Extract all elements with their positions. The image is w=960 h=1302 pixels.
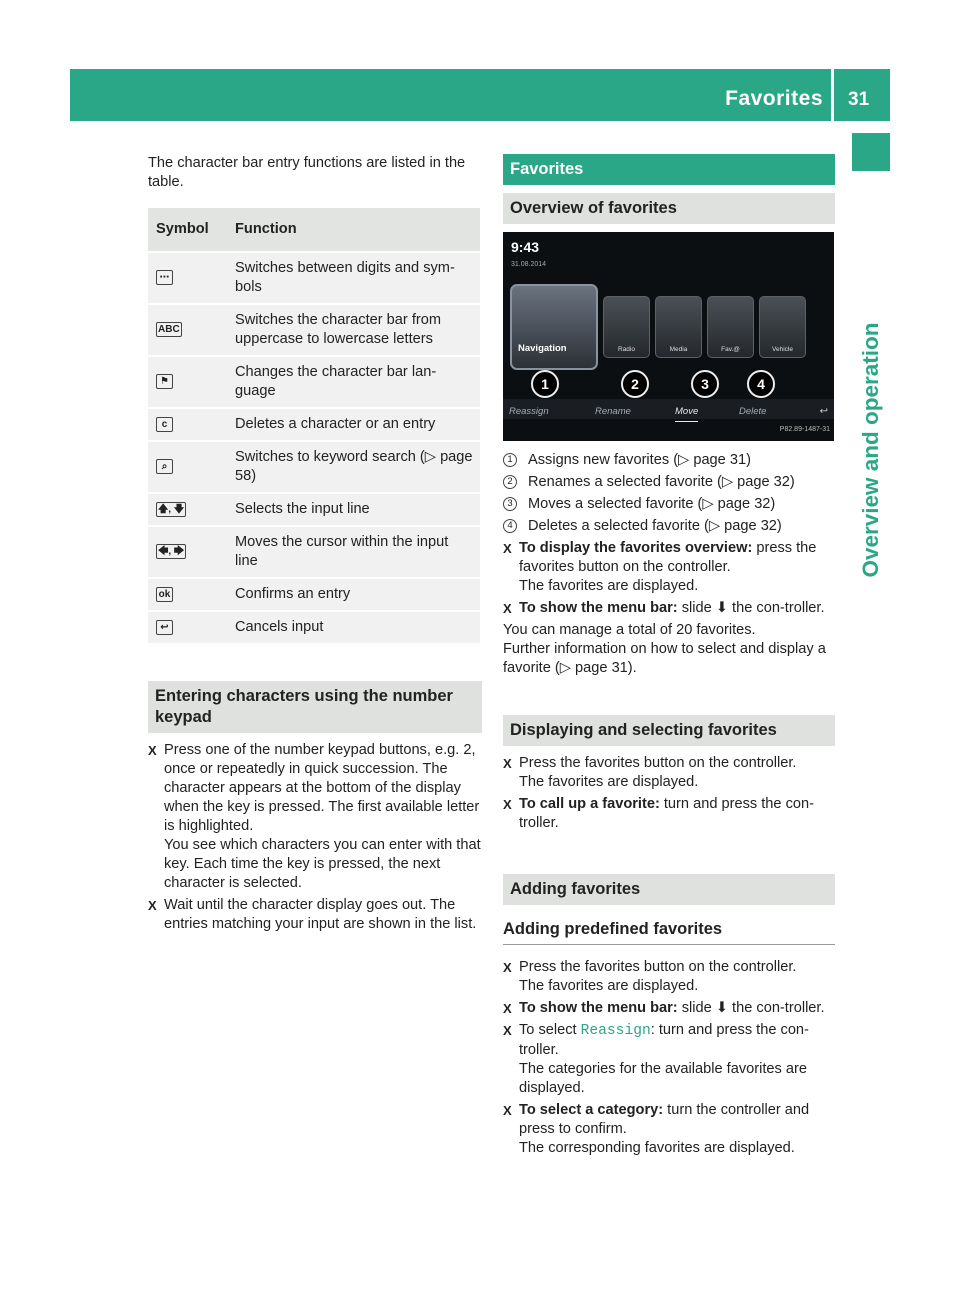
screen-tile-label: Fav.@ [721, 346, 740, 353]
symbol-cell [148, 441, 227, 493]
table-row [148, 578, 480, 611]
adding-steps-list [503, 958, 835, 1158]
side-tab-marker [852, 133, 890, 171]
symbol-cell [148, 493, 227, 526]
table-row [148, 356, 480, 408]
symbol-icon: 🡄, 🡆 [158, 546, 185, 558]
list-item [503, 754, 835, 792]
step-text: : turn and press the con-troller. [519, 1022, 809, 1058]
step-text: slide ⬇ the con-troller. [677, 1000, 825, 1016]
subheading-adding-predefined: Adding predefined favorites [503, 919, 835, 945]
manage-text: You can manage a total of 20 favorites. [503, 622, 756, 638]
step-label: To show the menu bar: [519, 1000, 678, 1016]
symbol-icon: ⋯ [156, 270, 173, 285]
symbol-cell [148, 304, 227, 356]
table-row [148, 408, 480, 441]
step-marker-icon: X [503, 1001, 512, 1016]
screen-tile-navigation-label: Navigation [518, 343, 567, 354]
callout-text: Renames a selected favorite (▷ page 32) [528, 474, 795, 490]
screen-tile-navigation [510, 284, 598, 370]
function-cell: Moves the cursor within the input line [227, 526, 480, 578]
entering-steps-list [148, 741, 482, 934]
list-item [503, 495, 835, 514]
step-result: The favorites are displayed. [519, 978, 699, 994]
step-text: Press one of the number keypad buttons, e.g. 2, once or repeatedly in quick succession. The character appears at the bottom of the display when the key is pressed. The first available letter is highlighted. [164, 742, 480, 834]
callout-text: Moves a selected favorite (▷ page 32) [528, 496, 776, 512]
step-label: To call up a favorite: [519, 796, 660, 812]
step-label: To display the favorites overview: [519, 540, 753, 556]
screen-menu-bar [503, 399, 834, 419]
screen-clock: 9:43 [511, 239, 540, 255]
callout-number-icon: 1 [503, 453, 517, 467]
table-row [148, 493, 480, 526]
screen-callout-3: 3 [691, 370, 719, 398]
table-row [148, 611, 480, 643]
step-marker-icon: X [148, 898, 157, 913]
table-intro: The character bar entry functions are listed in the table. [148, 155, 466, 190]
step-result: The favorites are displayed. [519, 774, 699, 790]
column-header-function: Function [227, 208, 480, 252]
screen-figure-code: P82.89-1487-31 [779, 426, 830, 433]
step-text: slide ⬇ the con-troller. [677, 600, 825, 616]
step-marker-icon: X [148, 743, 157, 758]
symbol-cell [148, 356, 227, 408]
screen-back-icon: ↩ [819, 406, 828, 417]
step-result: The corresponding favorites are displayed. [519, 1140, 795, 1156]
column-header-symbol: Symbol [148, 208, 227, 252]
callout-text: Deletes a selected favorite (▷ page 32) [528, 518, 782, 534]
symbol-icon: ok [156, 587, 173, 602]
symbol-cell [148, 526, 227, 578]
step-marker-icon: X [503, 756, 512, 771]
step-label: To show the menu bar: [519, 600, 678, 616]
function-cell: Switches to keyword search (▷ page 58) [227, 441, 480, 493]
step-result: The categories for the available favorites are displayed. [519, 1061, 807, 1096]
symbol-icon: ⌕ [156, 459, 173, 474]
further-info-text: Further information on how to select and display a favorite (▷ page 31). [503, 641, 826, 676]
step-marker-icon: X [503, 797, 512, 812]
step-marker-icon: X [503, 541, 512, 556]
section-heading-adding: Adding favorites [503, 874, 835, 905]
step-prefix: To select [519, 1022, 581, 1038]
symbol-cell [148, 578, 227, 611]
side-tab-label: Overview and operation [858, 322, 883, 578]
list-item [503, 1101, 835, 1158]
list-item [503, 451, 835, 470]
function-cell: Deletes a character or an entry [227, 408, 480, 441]
function-cell: Cancels input [227, 611, 480, 643]
screen-menu-reassign: Reassign [509, 406, 549, 417]
step-marker-icon: X [503, 960, 512, 975]
list-item [503, 795, 835, 833]
favorites-screenshot [503, 232, 834, 441]
step-text: press the favorites button on the controller. [519, 540, 817, 575]
page-header-title: Favorites [725, 87, 823, 110]
function-cell: Switches between digits and sym-bols [227, 252, 480, 304]
symbol-icon: ↩ [156, 620, 173, 635]
step-result: You see which characters you can enter with that key. Each time the key is pressed, the next character is selected. [164, 837, 481, 891]
list-item [503, 539, 835, 596]
list-item [503, 958, 835, 996]
screen-tile-label: Media [669, 346, 688, 353]
step-label: To select a category: [519, 1102, 664, 1118]
list-item [148, 741, 482, 893]
right-column [503, 154, 835, 1161]
menu-item-reference: Reassign [580, 1023, 651, 1039]
step-marker-icon: X [503, 601, 512, 616]
symbol-table [148, 208, 480, 643]
symbol-icon: c [156, 417, 173, 432]
list-item [148, 896, 482, 934]
step-text: turn and press the con-troller. [519, 796, 814, 831]
table-row [148, 526, 480, 578]
callout-text: Assigns new favorites (▷ page 31) [528, 452, 751, 468]
screen-tile-fav [707, 296, 754, 358]
screen-tile-radio [603, 296, 650, 358]
step-result: The favorites are displayed. [519, 578, 699, 594]
section-heading-entering: Entering characters using the number keypad [148, 681, 482, 733]
step-text: Press the favorites button on the controller. [519, 959, 797, 975]
function-cell: Switches the character bar from uppercase to lowercase letters [227, 304, 480, 356]
section-bar-favorites: Favorites [503, 154, 835, 185]
step-marker-icon: X [503, 1103, 512, 1118]
callout-legend-list [503, 451, 835, 536]
step-text: Wait until the character display goes out. The entries matching your input are shown in the list. [164, 897, 477, 932]
list-item [503, 517, 835, 536]
table-row [148, 304, 480, 356]
symbol-cell [148, 408, 227, 441]
symbol-icon: ⚑ [156, 374, 173, 389]
screen-date: 31.08.2014 [511, 261, 547, 268]
screen-callout-4: 4 [747, 370, 775, 398]
screen-callout-1: 1 [531, 370, 559, 398]
callout-number-icon: 4 [503, 519, 517, 533]
page-number: 31 [848, 89, 870, 110]
screen-tile-vehicle [759, 296, 806, 358]
list-item [503, 1021, 835, 1098]
function-cell: Confirms an entry [227, 578, 480, 611]
symbol-icon: ABC [158, 324, 180, 336]
step-text: Press the favorites button on the controller. [519, 755, 797, 771]
step-text: turn the controller and press to confirm. [519, 1102, 810, 1137]
screen-callout-2: 2 [621, 370, 649, 398]
list-item [503, 999, 835, 1018]
screen-menu-rename: Rename [595, 406, 631, 417]
table-row [148, 252, 480, 304]
function-cell: Changes the character bar lan-guage [227, 356, 480, 408]
screen-tile-label: Vehicle [772, 346, 793, 353]
screen-menu-delete: Delete [739, 406, 767, 417]
header-divider [831, 69, 834, 121]
function-cell: Selects the input line [227, 493, 480, 526]
left-column [148, 154, 482, 937]
table-row [148, 441, 480, 493]
displaying-steps-list [503, 754, 835, 833]
symbol-cell [148, 252, 227, 304]
step-marker-icon: X [503, 1023, 512, 1038]
list-item [503, 599, 835, 618]
callout-number-icon: 2 [503, 475, 517, 489]
symbol-table-body [148, 252, 480, 643]
symbol-cell [148, 611, 227, 643]
screen-menu-move: Move [675, 402, 698, 422]
callout-number-icon: 3 [503, 497, 517, 511]
section-heading-displaying: Displaying and selecting favorites [503, 715, 835, 746]
list-item [503, 473, 835, 492]
overview-steps-list [503, 539, 835, 618]
screen-tile-media [655, 296, 702, 358]
section-heading-overview: Overview of favorites [503, 193, 835, 224]
symbol-icon: 🡅, 🡇 [158, 503, 185, 515]
screen-tile-label: Radio [618, 346, 635, 353]
